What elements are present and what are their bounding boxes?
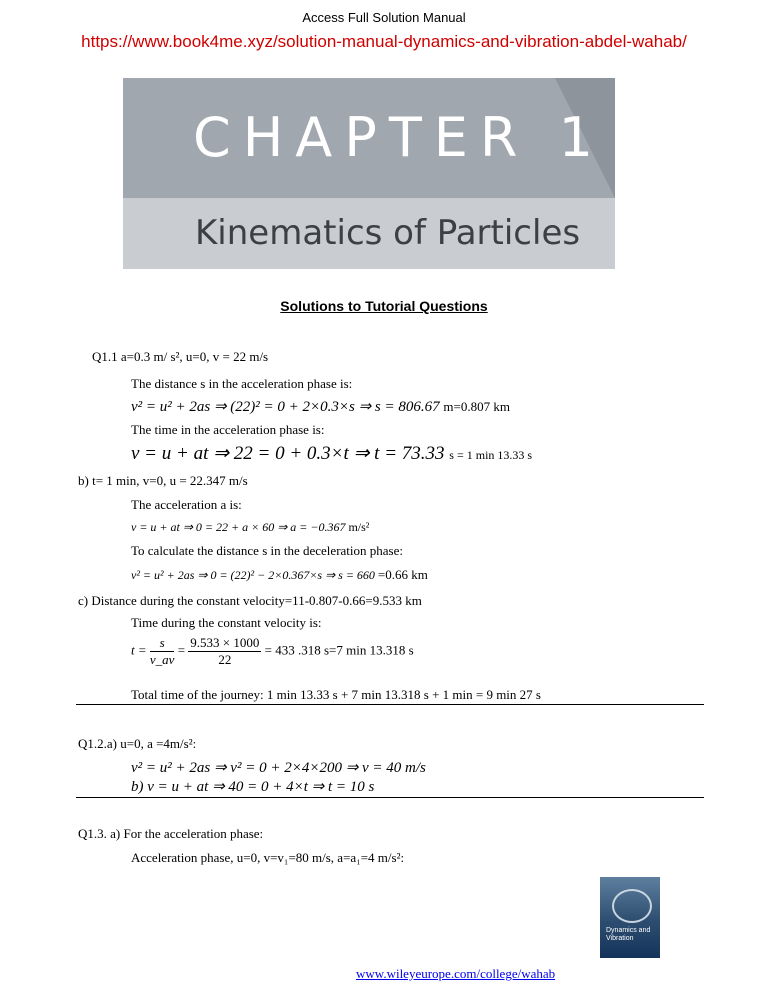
q1-1-distance-text: The distance s in the acceleration phase is: [131,376,353,391]
book-cover-graphic [612,889,652,923]
q1-1-eq2 [131,442,532,465]
q1-1-accel-text: The acceleration a is: [131,497,242,512]
book-cover-title: Dynamics and Vibration [606,927,651,942]
q1-1-decel-text: To calculate the distance s in the deceleration phase: [131,543,403,558]
q1-1-frac2-den: 22 [218,652,232,667]
divider-2 [76,797,704,798]
q1-1-given: Q1.1 a=0.3 m/ s², u=0, v = 22 m/s [92,349,269,364]
q1-2-eq1: v² = u² + 2as ⇒ v² = 0 + 2×4×200 ⇒ v = 40 m/s [131,760,426,776]
q1-1-eq3-unit: m/s² [348,520,370,534]
q1-1-eq4-formula: v² = u² + 2as ⇒ 0 = (22)² − 2×0.367×s ⇒ s = 660 [131,568,375,582]
chapter-title: CHAPTER 1 [193,106,605,169]
q1-1-eq4 [131,567,428,583]
q1-2-eq2: b) v = u + at ⇒ 40 = 0 + 4×t ⇒ t = 10 s [131,779,375,795]
q1-3-given: Acceleration phase, u=0, v=v₁=80 m/s, a=a₁=4 m/s²: [131,850,405,865]
q1-1-eq4-result: =0.66 km [377,567,428,582]
q1-1-c-text: c) Distance during the constant velocity=11-0.807-0.66=9.533 km [78,593,422,608]
access-manual-text: Access Full Solution Manual [302,10,466,25]
q1-1-eq3-formula: v = u + at ⇒ 0 = 22 + a × 60 ⇒ a = −0.367 [131,520,346,534]
q1-1-eq2-formula: v = u + at ⇒ 22 = 0 + 0.3×t ⇒ t = 73.33 [131,443,445,464]
q1-1-frac1 [150,635,175,668]
q1-1-eq3 [131,520,369,535]
q1-1-frac2 [188,635,261,668]
q1-1-eq5-equals: = [177,642,186,658]
q1-1-const-time-text: Time during the constant velocity is: [131,615,322,630]
publisher-link[interactable]: www.wileyeurope.com/college/wahab [356,966,556,981]
q1-1-eq1 [131,397,510,416]
divider-1 [76,704,704,705]
book-cover-image [600,877,660,958]
section-title: Solutions to Tutorial Questions [280,298,488,314]
q1-1-time-text: The time in the acceleration phase is: [131,422,325,437]
q1-1-frac1-den: v_av [149,652,175,667]
q1-1-eq1-result: m=0.807 km [443,399,510,414]
solution-manual-link[interactable]: https://www.book4me.xyz/solution-manual-dynamics-and-vibration-abdel-wahab/ [81,32,687,51]
q1-1-eq5 [131,635,414,668]
q1-1-eq1-formula: v² = u² + 2as ⇒ (22)² = 0 + 2×0.3×s ⇒ s = 806.67 [131,399,440,415]
q1-1-eq5-t: t = [131,642,147,658]
q1-1-eq2-result: s = 1 min 13.33 s [449,448,533,462]
q1-2-given: Q1.2.a) u=0, a =4m/s²: [78,736,197,751]
chapter-subtitle: Kinematics of Particles [195,213,581,253]
q1-1-eq5-result: = 433 .318 s=7 min 13.318 s [264,642,414,658]
q1-1-total-text: Total time of the journey: 1 min 13.33 s + 7 min 13.318 s + 1 min = 9 min 27 s [131,687,541,702]
q1-1-frac1-num: s [150,635,175,652]
q1-1-b-given: b) t= 1 min, v=0, u = 22.347 m/s [78,473,248,488]
q1-3-title: Q1.3. a) For the acceleration phase: [78,826,264,841]
q1-1-frac2-num: 9.533 × 1000 [190,635,260,650]
chapter-banner [123,78,615,269]
